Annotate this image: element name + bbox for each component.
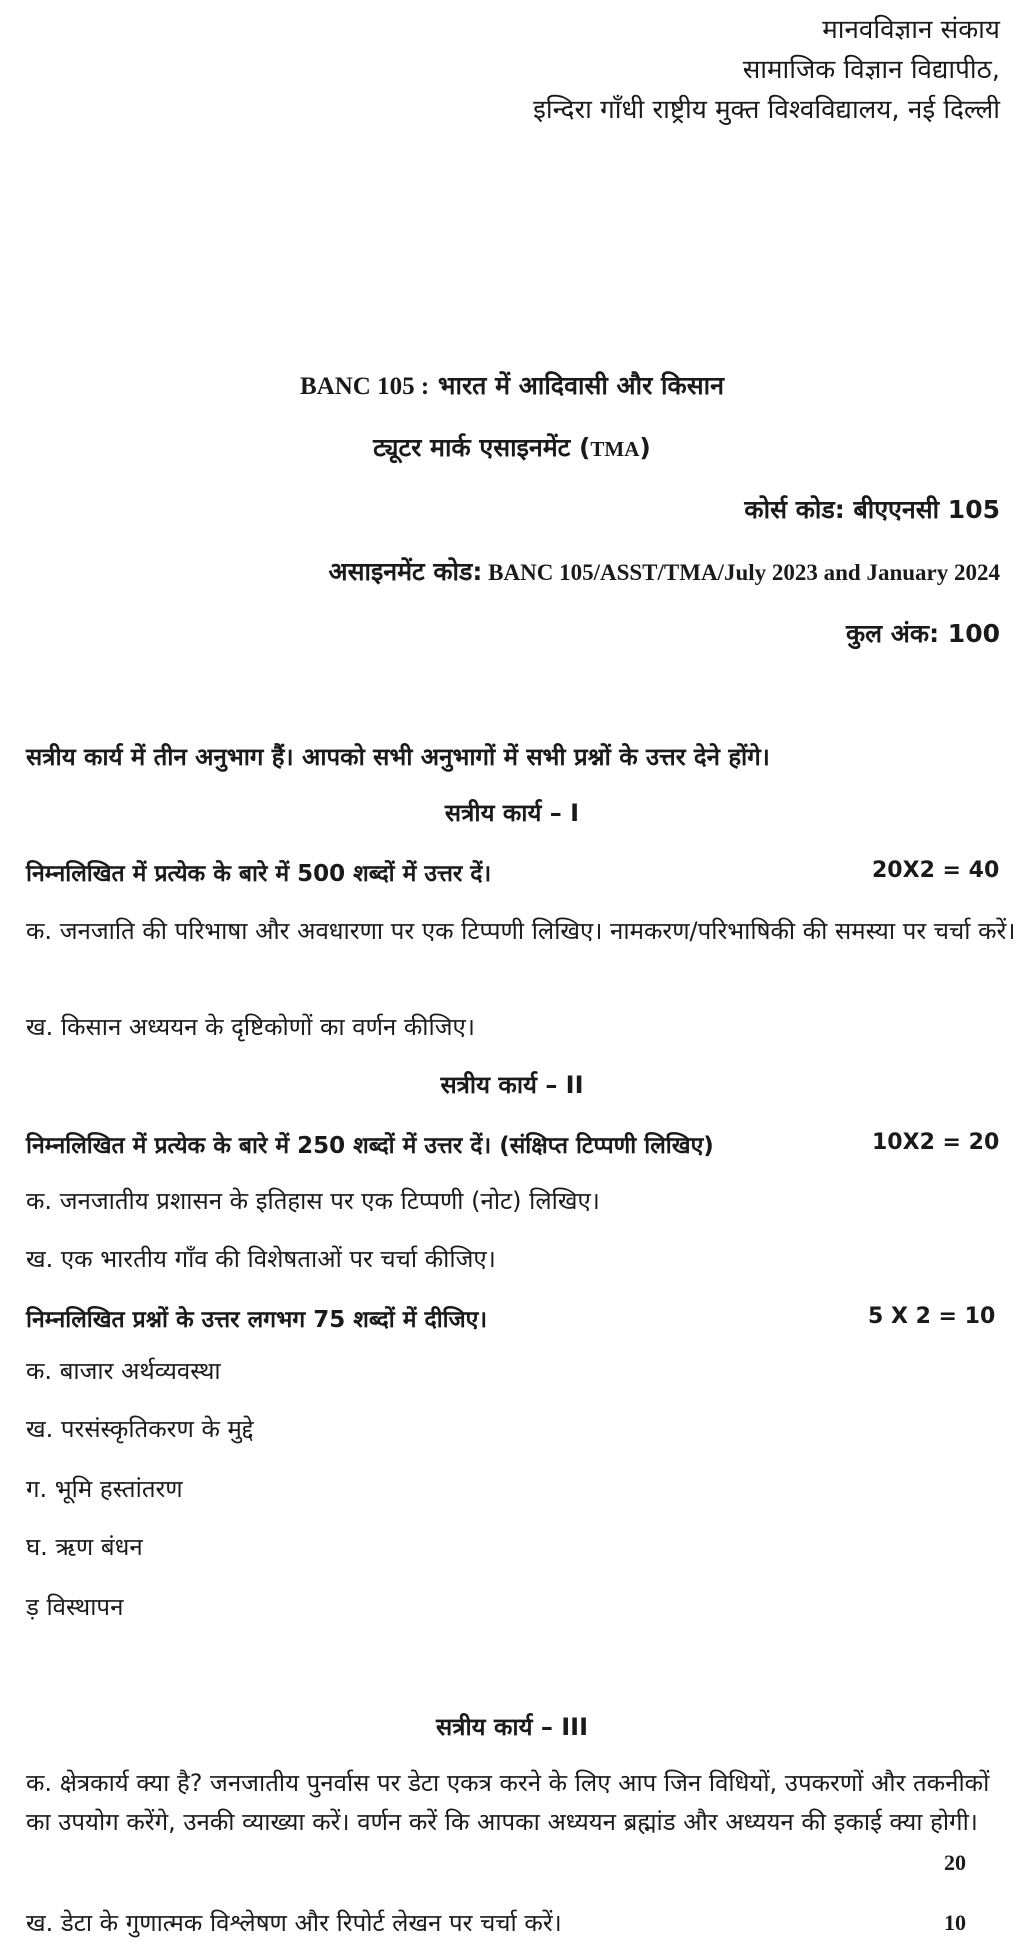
course-title <box>0 368 1024 402</box>
short-item-a: क. बाजार अर्थव्यवस्था <box>26 1357 221 1385</box>
section-2-question-b: ख. एक भारतीय गाँव की विशेषताओं पर चर्चा कीजिए। <box>26 1245 496 1273</box>
section-1-question-b: ख. किसान अध्ययन के दृष्टिकोणों का वर्णन कीजिए। <box>26 1013 475 1041</box>
section-2-instruction: निम्नलिखित में प्रत्येक के बारे में 250 शब्दों में उत्तर दें। (संक्षिप्त टिप्पणी लिखिए) <box>26 1133 714 1159</box>
assignment-code <box>328 554 1000 588</box>
university-name: इन्दिरा गाँधी राष्ट्रीय मुक्त विश्वविद्यालय, नई दिल्ली <box>533 95 1000 125</box>
assignment-type-abbr: TMA <box>590 437 640 461</box>
section-2-marks: 10X2 = 20 <box>872 1130 1000 1155</box>
total-marks: कुल अंक: 100 <box>845 619 1000 648</box>
assignment-type-end: ) <box>639 433 651 462</box>
section-3-question-a-marks: 20 <box>944 1850 966 1875</box>
assignment-code-label: असाइनमेंट कोड: <box>328 557 483 586</box>
short-item-e: ड़ विस्थापन <box>26 1593 124 1621</box>
section-1-question-a: क. जनजाति की परिभाषा और अवधारणा पर एक टिप्पणी लिखिए। नामकरण/परिभाषिकी की समस्या पर चर्चा करें। <box>26 917 1016 945</box>
short-item-b: ख. परसंस्कृतिकरण के मुद्दे <box>26 1415 254 1443</box>
course-title-code: BANC 105 : <box>300 373 430 400</box>
short-item-d: घ. ऋण बंधन <box>26 1533 143 1561</box>
section-2-heading: सत्रीय कार्य – II <box>440 1071 584 1099</box>
section-1-instruction: निम्नलिखित में प्रत्येक के बारे में 500 शब्दों में उत्तर दें। <box>26 861 492 887</box>
assignment-type-text: ट्यूटर मार्क एसाइनमेंट ( <box>373 433 591 462</box>
section-3-question-b-marks: 10 <box>944 1910 966 1935</box>
section-3-question-b: ख. डेटा के गुणात्मक विश्लेषण और रिपोर्ट लेखन पर चर्चा करें। <box>26 1909 562 1937</box>
section-2-instruction-short: निम्नलिखित प्रश्नों के उत्तर लगभग 75 शब्दों में दीजिए। <box>26 1307 488 1333</box>
section-2-question-a: क. जनजातीय प्रशासन के इतिहास पर एक टिप्पणी (नोट) लिखिए। <box>26 1187 600 1215</box>
section-3-question-a: क. क्षेत्रकार्य क्या है? जनजातीय पुनर्वास पर डेटा एकत्र करने के लिए आप जिन विधियों, उपकरणों और तकनीकों का उपयोग करेंगे, उनकी व्याख्या करें। वर्णन करें कि आपका अध्ययन ब्रह्मांड और अध्ययन की इकाई क्या होगी। <box>26 1769 990 1836</box>
school-name: सामाजिक विज्ञान विद्यापीठ, <box>742 55 1000 85</box>
faculty-name: मानवविज्ञान संकाय <box>822 15 1000 45</box>
short-item-c: ग. भूमि हस्तांतरण <box>26 1475 183 1503</box>
section-3-heading: सत्रीय कार्य – III <box>435 1713 589 1741</box>
section-2-short-marks: 5 X 2 = 10 <box>868 1304 996 1329</box>
assignment-type-title <box>0 430 1024 464</box>
course-title-text: भारत में आदिवासी और किसान <box>429 371 724 400</box>
section-1-heading: सत्रीय कार्य – I <box>444 799 580 827</box>
course-code: कोर्स कोड: बीएएनसी 105 <box>744 495 1000 524</box>
assignment-code-value: BANC 105/ASST/TMA/July 2023 and January 2024 <box>482 560 1000 585</box>
intro-instruction: सत्रीय कार्य में तीन अनुभाग हैं। आपको सभी अनुभागों में सभी प्रश्नों के उत्तर देने होंगे। <box>26 743 770 771</box>
section-1-marks: 20X2 = 40 <box>872 858 1000 883</box>
